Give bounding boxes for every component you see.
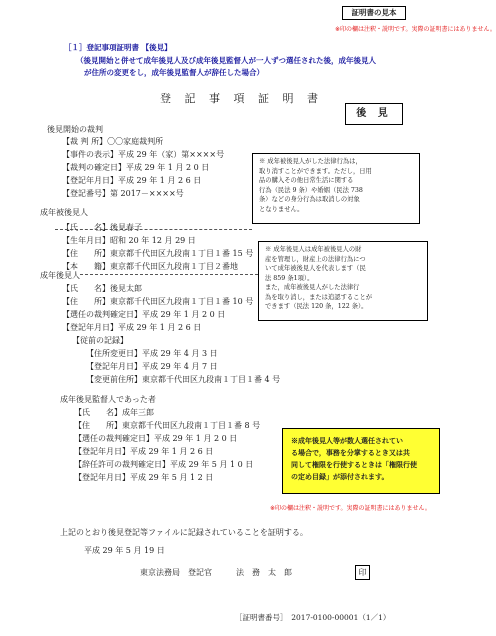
note-acts-line: となりません。 [259,205,304,213]
guardian-heading: 成年後見人 [40,271,80,280]
note-powers-line: 為を取り消し，または追認することが [265,293,373,301]
decision-registered-date: 【登記年月日】平成 29 年 1 月 2 6 日 [62,176,202,185]
guardian-history-heading: 【従前の記録】 [72,336,128,345]
decision-registration-number: 【登記番号】第 2017－××××号 [62,189,184,198]
supervisor-name: 【氏 名】成年三郎 [74,408,154,417]
ward-heading: 成年被後見人 [40,208,88,217]
note-acts-line: 条）などの身分行為は取消しの対象 [259,196,360,203]
document-title: 登 記 事 項 証 明 書 [160,92,323,105]
note-acts-box [252,153,420,224]
certification-date: 平成 29 年 5 月 19 日 [84,546,165,555]
section-heading: ［１］登記事項証明書 【後見】 [64,43,172,52]
ward-address: 【住 所】東京都千代田区九段南１丁目１番 15 号 [62,249,254,258]
registration-type-box: 後 見 [345,103,403,125]
guardian-history-prev-address: 【変更前住所】東京都千代田区九段南１丁目１番 4 号 [86,375,281,384]
note-acts-line: 行為（民法 9 条）や婚姻（民法 738 [259,186,363,194]
decision-case: 【事件の表示】平成 29 年（家）第××××号 [62,150,225,159]
scenario-line-1: （後見開始と併せて成年後見人及び成年後見監督人が一人ずつ選任された後，成年後見人 [76,56,376,65]
bottom-annotation-note: ※印の欄は注釈・説明です。実際の証明書にはありません。 [270,505,431,512]
guardian-history-change-date: 【住所変更日】平成 29 年 4 月 3 日 [86,349,218,358]
note-powers-line: いて成年被後見人を代表します（民 [265,265,366,272]
note-powers-line: できます（民法 120 条，122 条）。 [265,303,368,310]
guardian-appointment-date: 【選任の裁判確定日】平成 29 年 1 月 2 0 日 [62,310,226,319]
supervisor-registered-date: 【登記年月日】平成 29 年 1 月 2 6 日 [74,447,214,456]
supervisor-heading: 成年後見監督人であった者 [60,395,156,404]
certificate-number: ［証明書番号］ 2017-0100-00001（1／1） [235,613,391,622]
sample-badge: 証明書の見本 [342,6,406,20]
note-multiple-line: る場合で，事務を分掌するとき又は共 [291,448,410,457]
official-seal: 印 [355,565,370,580]
note-powers-line: 法 859 条1項）。 [265,274,314,282]
note-acts-line: 取り消すことができます。ただし，日用 [259,167,372,175]
scenario-line-2: が住所の変更をし，成年後見監督人が辞任した場合） [84,68,264,77]
guardian-name: 【氏 名】後見太郎 [62,284,142,293]
note-acts-line: 品の購入その他日常生活に関する [259,177,354,184]
guardian-address: 【住 所】東京都千代田区九段南１丁目１番 10 号 [62,297,254,306]
ward-name: 【氏 名】後見春子 [62,223,142,232]
supervisor-appointment-date: 【選任の裁判確定日】平成 29 年 1 月 2 0 日 [74,434,238,443]
guardian-history-registered-date: 【登記年月日】平成 29 年 4 月 7 日 [86,362,218,371]
note-powers-line: ※ 成年後見人は成年被後見人の財 [265,246,362,253]
leader-line [55,229,252,230]
guardian-registered-date: 【登記年月日】平成 29 年 1 月 2 6 日 [62,323,202,332]
note-acts-line: ※ 成年被後見人がした法律行為は， [259,158,362,165]
supervisor-resignation-registered-date: 【登記年月日】平成 29 年 5 月 1 2 日 [74,473,214,482]
note-multiple-line: 同して権限を行使するときは「権限行使 [291,460,417,469]
note-multiple-line: ※成年後見人等が数人選任されてい [291,436,403,445]
supervisor-resignation-date: 【辞任許可の裁判確定日】平成 29 年 5 月 1 0 日 [74,460,254,469]
note-powers-box [258,241,428,321]
note-powers-line: 産を管理し，財産上の法律行為につ [265,255,366,263]
top-annotation-note: ※印の欄は注釈・説明です。実際の証明書にはありません。 [335,26,496,33]
issuing-office: 東京法務局 登記官 法 務 太 郎 [140,568,292,577]
ward-birthdate: 【生年月日】昭和 20 年 12 月 29 日 [62,236,196,245]
decision-court: 【裁 判 所】〇〇家庭裁判所 [62,137,164,146]
supervisor-address: 【住 所】東京都千代田区九段南１丁目１番 8 号 [74,421,261,430]
note-powers-line: また，成年被後見人がした法律行 [265,284,360,291]
certification-statement: 上記のとおり後見登記等ファイルに記録されていることを証明する。 [60,528,308,537]
leader-line [80,274,258,275]
decision-final-date: 【裁判の確定日】平成 29 年 1 月 2 0 日 [62,163,210,172]
note-multiple-guardians-box [282,428,440,494]
note-multiple-line: の定め目録」が添付されます。 [291,472,389,481]
ward-domicile: 【本 籍】東京都千代田区九段南１丁目２番地 [62,262,238,271]
decision-heading: 後見開始の裁判 [47,125,103,134]
